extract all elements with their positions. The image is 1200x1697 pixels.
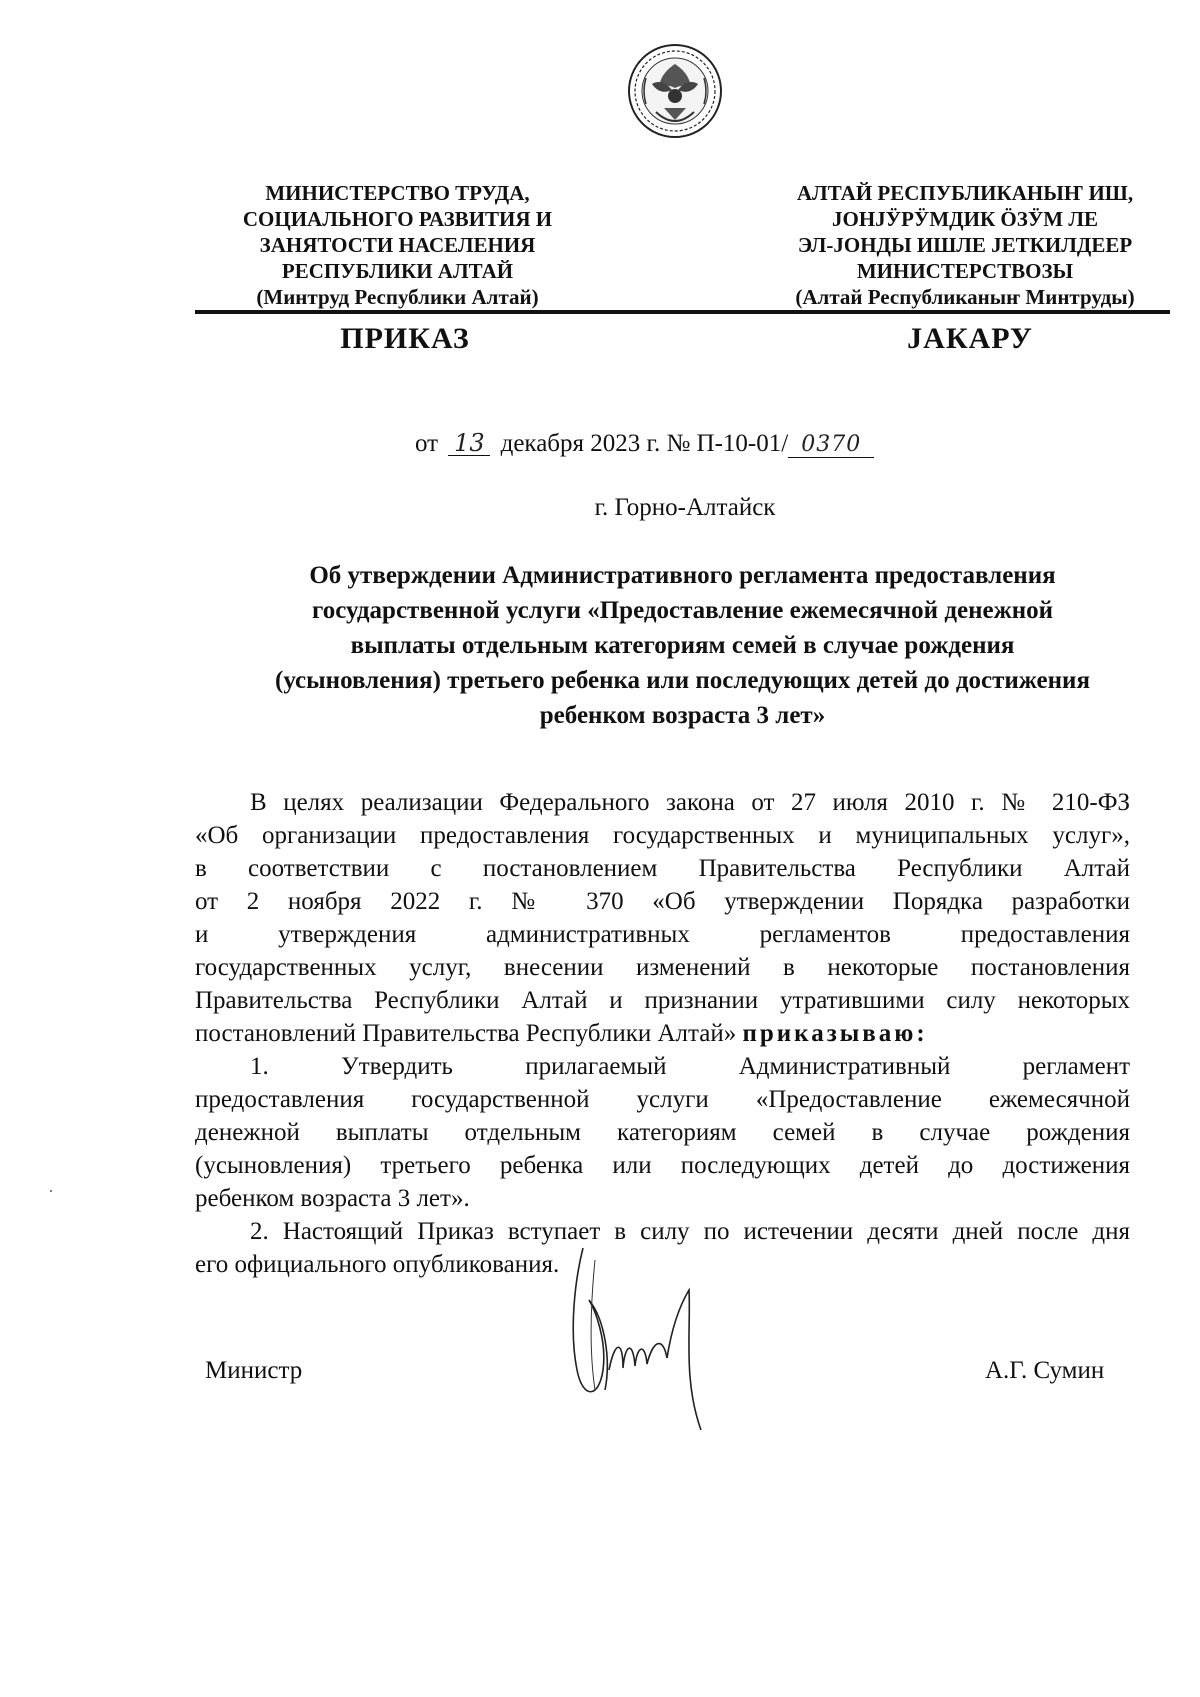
scan-speck xyxy=(50,1190,52,1192)
item-1-line: (усыновления) третьего ребенка или последующих детей до достижения xyxy=(195,1152,1130,1179)
header-divider xyxy=(195,310,1170,314)
ministry-abbreviation: (Минтруд Республики Алтай) xyxy=(256,285,539,309)
body-line: «Об организации предоставления государственных и муниципальных услуг», xyxy=(195,822,1130,849)
item-2-line: его официального опубликования. xyxy=(195,1251,560,1278)
ministry-abbreviation: (Алтай Республиканыҥ Минтруды) xyxy=(795,285,1135,309)
body-line xyxy=(195,1017,1130,1050)
signatory-position: Министр xyxy=(205,1357,303,1384)
title-line: (усыновления) третьего ребенка или последующих детей до достижения xyxy=(275,667,1090,694)
item-1-line: предоставления государственной услуги «Предоставление ежемесячной xyxy=(195,1086,1130,1113)
date-and-number xyxy=(415,430,874,458)
handwritten-day: 13 xyxy=(448,431,490,456)
ministry-name-altai xyxy=(760,180,1170,310)
ministry-name-line: СОЦИАЛЬНОГО РАЗВИТИЯ И xyxy=(242,207,553,231)
doc-type-altai: JАКАРУ xyxy=(907,322,1033,355)
title-line: выплаты отдельным категориям семей в случае рождения xyxy=(350,632,1015,659)
item-1-line: 1. Утвердить прилагаемый Административный регламент xyxy=(250,1053,1130,1080)
item-2-line: 2. Настоящий Приказ вступает в силу по истечении десяти дней после дня xyxy=(250,1218,1130,1245)
body-line-text: постановлений Правительства Республики Алтай» xyxy=(195,1020,737,1047)
ministry-name-line: МИНИСТЕРСТВО ТРУДА, xyxy=(265,181,530,205)
date-middle: декабря 2023 г. № П-10-01/ xyxy=(500,430,789,457)
city: г. Горно-Алтайск xyxy=(594,494,776,521)
signatory-name: А.Г. Сумин xyxy=(985,1357,1105,1384)
document-body xyxy=(195,786,1130,1281)
title-line: государственной услуги «Предоставление ежемесячной денежной xyxy=(311,597,1054,624)
ministry-name-line: ЗАНЯТОСТИ НАСЕЛЕНИЯ xyxy=(259,233,536,257)
body-line: В целях реализации Федерального закона от 27 июля 2010 г. № 210-ФЗ xyxy=(250,789,1130,816)
ministry-name-line: МИНИСТЕРСТВОЗЫ xyxy=(856,259,1074,283)
item-1-line: денежной выплаты отдельным категориям семей в случае рождения xyxy=(195,1119,1130,1146)
ministry-name-russian xyxy=(205,180,590,310)
document-title xyxy=(195,558,1170,733)
ministry-name-line: JОНJӰРӰМДИК ӦЗӰМ ЛЕ xyxy=(832,207,1098,231)
date-prefix: от xyxy=(415,430,439,457)
title-line: ребенком возраста 3 лет» xyxy=(539,702,826,729)
doc-type-russian: ПРИКАЗ xyxy=(340,322,470,355)
order-word: приказываю: xyxy=(742,1020,928,1047)
body-line: от 2 ноября 2022 г. № 370 «Об утверждении Порядка разработки xyxy=(195,888,1130,915)
body-line: государственных услуг, внесении изменений в некоторые постановления xyxy=(195,954,1130,981)
body-line: в соответствии с постановлением Правительства Республики Алтай xyxy=(195,855,1130,882)
body-line: Правительства Республики Алтай и признании утратившими силу некоторых xyxy=(195,987,1130,1014)
item-1-line: ребенком возраста 3 лет». xyxy=(195,1185,470,1212)
ministry-name-line: ЭЛ-JОНДЫ ИШЛЕ JЕТКИЛДЕЕР xyxy=(797,233,1133,257)
title-line: Об утверждении Административного регламента предоставления xyxy=(309,562,1056,589)
handwritten-number: 0370 xyxy=(788,433,874,458)
ministry-name-line: АЛТАЙ РЕСПУБЛИКАНЫҤ ИШ, xyxy=(796,181,1134,205)
coat-of-arms-icon xyxy=(626,38,724,144)
handwritten-signature xyxy=(565,1240,725,1440)
ministry-name-line: РЕСПУБЛИКИ АЛТАЙ xyxy=(281,259,514,283)
body-line: и утверждения административных регламентов предоставления xyxy=(195,921,1130,948)
